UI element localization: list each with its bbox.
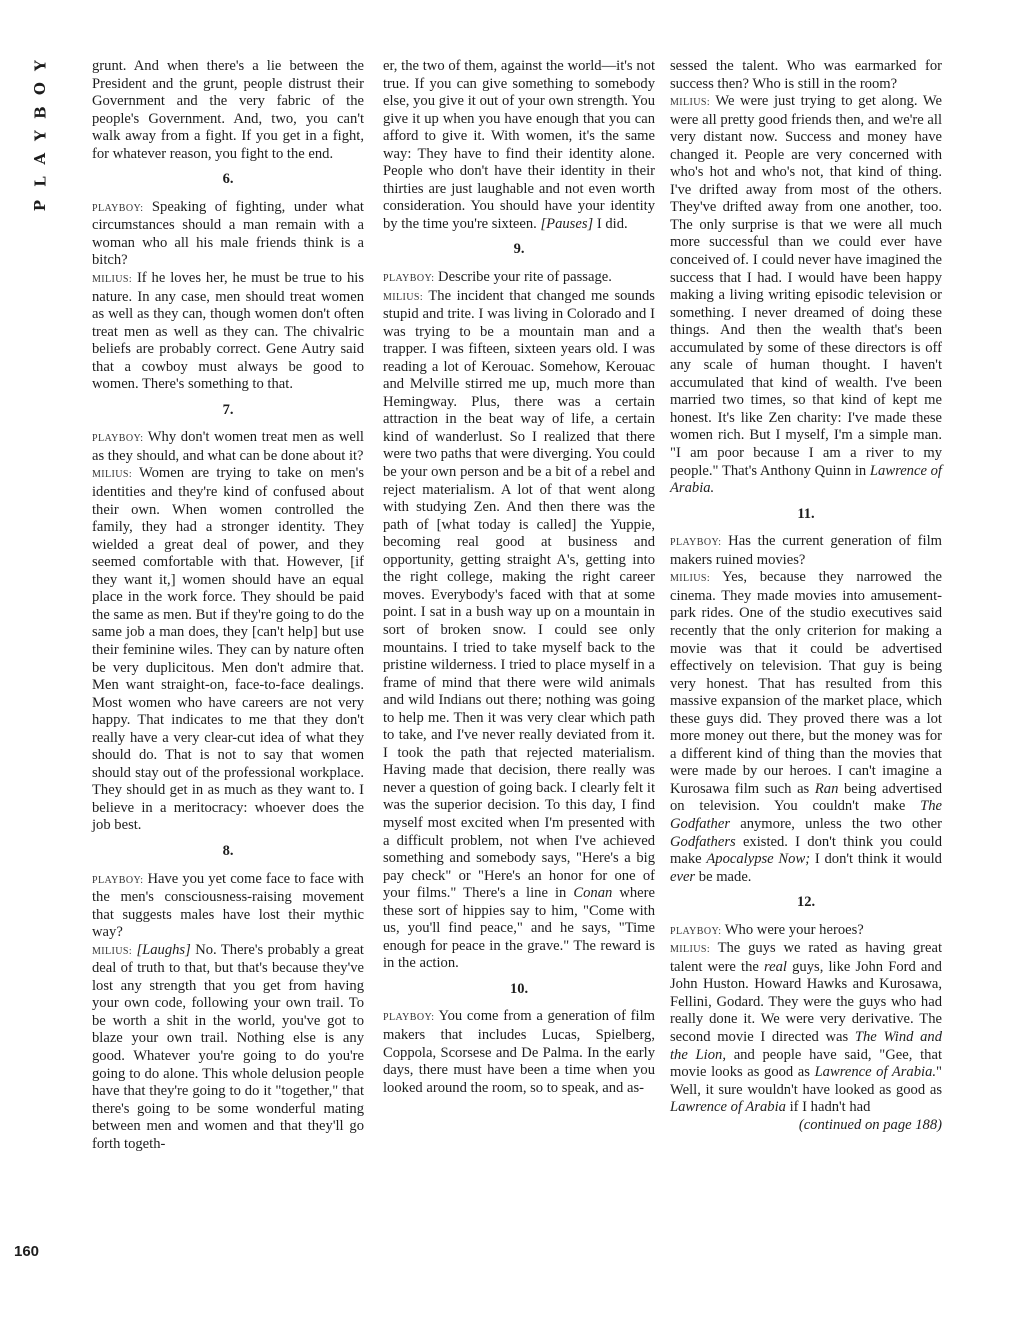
column-1: [92, 58, 364, 1153]
speaker-label: PLAYBOY:: [670, 537, 722, 549]
film-title: The Wind and the Lion,: [670, 1028, 942, 1063]
emphasis: ever: [670, 868, 696, 885]
answer: [92, 465, 364, 834]
question: [670, 533, 942, 569]
film-title: Lawrence of Arabia: [670, 1099, 786, 1116]
question: [92, 429, 364, 465]
answer-text: existed. I don't think you could make: [670, 833, 942, 868]
film-title: Apocalypse Now;: [706, 851, 811, 868]
speaker-label: PLAYBOY:: [92, 433, 144, 445]
answer-text: guys, like John Ford and John Huston. Howard Hawks and Kurosawa, Fellini, Godard. They were the guys who had really done it. We were very derivative. The second movie I directed was: [670, 958, 942, 1045]
speaker-label: PLAYBOY:: [383, 1012, 435, 1024]
film-title: Ran: [814, 780, 839, 797]
column-2: [383, 58, 655, 1097]
answer: [383, 288, 655, 973]
side-logo-letter: A: [31, 152, 50, 165]
question: [92, 871, 364, 942]
emphasis: real: [764, 958, 787, 975]
answer: [670, 569, 942, 886]
answer: [92, 270, 364, 394]
speaker-label: PLAYBOY:: [92, 202, 144, 214]
paragraph: [383, 58, 655, 233]
answer-text: The guys we rated as having great talent were the: [670, 940, 942, 975]
question-number: 9.: [513, 241, 525, 258]
answer-text: The incident that changed me sounds stupid and trite. I was living in Colorado and I was trying to be a mountain man and a trapper. I was fifteen, sixteen years old. I was reading a lot of Kerouac. Somehow, Kerouac and Melville stirred me up, much more than Hemingway. Plus, there was a certain attraction in the beat way of life, a certain kind of wanderlust. So I realized that there were two paths that were diverging. You could be your own person and be a bit of a rebel and reject materialism. A lot of that went along with studying Zen. And then there was the path of [what today is called] the Yuppie, becoming real good at business and opportunity, getting straight A's, getting into the right college, making the right career moves. Everybody's faced with that at some point. I sat in a bush way up on a mountain in sort of broken snow. I could see only mountains. I tried to take myself back to the pristine wilderness. I tried to place myself in a frame of mind that there were wild animals and wild Indians out there; nothing was going to help me. Then it was very clear which path to take, and I've never really deviated from it. I took the path that rejected materialism. Having made that decision, there really was never a question of going back. I clearly felt it was the superior decision. To this day, I find myself most excited when I'm presented with a difficult problem, not when I've achieved something and somebody says, "Here's a big pay check" or "Here's an honor for one of your films." There's a line in: [383, 287, 655, 902]
side-logo-letter: Y: [31, 130, 50, 141]
question: [670, 922, 942, 941]
speaker-label: MILIUS:: [92, 469, 133, 481]
answer: [92, 942, 364, 1154]
question-number: 6.: [222, 171, 234, 188]
question-number: 7.: [222, 401, 234, 418]
question-number: 11.: [797, 505, 815, 522]
answer-text: if I hadn't had: [789, 1099, 871, 1116]
film-title: Godfathers: [670, 833, 736, 850]
stage-direction: [Laughs]: [136, 941, 191, 958]
speaker-label: PLAYBOY:: [670, 925, 722, 937]
question-number: 8.: [222, 842, 234, 859]
film-title: Conan: [573, 885, 613, 902]
answer: [670, 93, 942, 498]
page-number: 160: [14, 1243, 40, 1260]
question: [383, 1008, 655, 1097]
question-text: Speaking of fighting, under what circumstances should a man remain with a woman who all his male friends think is a bitch?: [92, 198, 364, 269]
paragraph: grunt. And when there's a lie between the President and the grunt, people distrust their Government and the very fabric of the people's Government. And, two, you can't walk away from a fight. If you get in a fight, for whatever reason, you fight to the end.: [92, 58, 364, 162]
film-title: Lawrence of Arabia.: [670, 462, 942, 497]
answer-text: anymore, unless the two other: [740, 815, 942, 832]
continued-note: (continued on page 188): [798, 1116, 942, 1133]
question-text: You come from a generation of film makers that includes Lucas, Spielberg, Coppola, Scorsese and De Palma. In the early days, there must have been a time when you looked around the room, so to speak, and as-: [383, 1008, 655, 1096]
speaker-label: MILIUS:: [670, 944, 711, 956]
question-text: Have you yet come face to face with the men's consciousness-raising movement that suggests males have lost their mythic way?: [92, 870, 364, 941]
answer-text: I don't think it would: [814, 851, 942, 868]
speaker-label: MILIUS:: [670, 97, 711, 109]
answer-text: If he loves her, he must be true to his nature. In any case, men should treat women as well as they can, though women don't often treat men as well as they can. The chivalric beliefs are probably correct. Gene Autry said that a cowboy must always be good to women. There's something to that.: [92, 270, 364, 393]
question-text: Why don't women treat men as well as they should, and what can be done about it?: [92, 429, 364, 464]
speaker-label: MILIUS:: [92, 945, 133, 957]
side-logo-letter: O: [31, 82, 50, 96]
side-logo-letter: Y: [31, 60, 50, 71]
answer-text: and people have said, "Gee, that movie looks as good as: [670, 1046, 942, 1081]
question-text: Has the current generation of film makers ruined movies?: [670, 533, 943, 568]
question: [383, 269, 655, 288]
film-title: Lawrence of Arabia.: [814, 1064, 937, 1081]
speaker-label: MILIUS:: [383, 291, 424, 303]
speaker-label: MILIUS:: [92, 274, 133, 286]
answer: [670, 940, 942, 1116]
answer-text: We were just trying to get along. We were all pretty good friends then, and we're all very distant now. Success and money have changed it. People are very concerned with who's hot and who's not, that kind of thing. I've drifted away from most of the others. They've drifted away from one another, too. The only surprise is that we were all much more successful than we could ever have conceived of. I could never have imagined the success that I had. I would have been happy making a living writing episodic television or something. I never dreamed of doing these things. And then the wealth that's been accumulated by some of these directors is off any scale of human thought. I haven't accumulated that kind of wealth. I've been married two times, so that kind of kept me honest. It's like Zen charity: I've made these women rich. But I myself, I'm a simple man. "I am poor because I am a river to my people." That's Anthony Quinn in: [670, 93, 942, 479]
answer-text: er, the two of them, against the world—it's not true. If you can give something to somebody else, you give it out of your own strength. You give it up when you have enough that you can afford to give it. With women, it's the same way: They have to find their identity alone. People who don't have their identity in their thirties are just laughable and not even worth consideration. You should have your identity by the time you're sixteen.: [383, 58, 655, 232]
column-3: [670, 58, 942, 1134]
question: [92, 199, 364, 270]
side-logo-letter: L: [31, 176, 50, 188]
side-logo-letter: P: [31, 199, 50, 211]
answer-text: No. There's probably a great deal of truth to that, but that's because they've lost any strength that you get from having your own code, following your own trail. To be worth a shit in the world, you've got to blaze your own trail. Nothing else is any good. Whatever you're going to do you're going to do alone. This whole delusion people have that they're going to do it "together," that there's going to be some wonderful mating between men and women and that they'll go forth togeth-: [92, 941, 364, 1152]
answer-text: Yes, because they narrowed the cinema. They made movies into amusement-park rides. One of the studio executives said recently that the only criterion for making a movie was that it could be advertised effectively on television. That guy is being very honest. That has resulted from this massive expansion of the market place, which these guys did. They proved there was a lot more money out there, but the money was for a different kind of thing than the movies that were made by our heroes. I can't imagine a Kurosawa film such as: [670, 569, 943, 797]
question-text: Describe your rite of passage.: [438, 269, 612, 286]
answer-text: be made.: [698, 868, 752, 885]
speaker-label: MILIUS:: [670, 573, 711, 585]
answer-text: Women are trying to take on men's identities and they're kind of confused about their own. When women controlled the family, they had a stronger identity. They wielded a great deal of power, and they seemed comfortable with that. However, [if they want it,] women should have an equal place in the work force. They should be paid the same as men. But if they're going to do the same job a man does, they [can't help] but use their feminine wiles. They can by nature often be very duplicitous. Men don't admire that. Men want straight-on, face-to-face dealings. Most women who have careers are not very happy. That indicates to me that they don't really have a very clear-cut idea of what they should do. That is not to say that women should stay out of the professional workplace. They should get in as much as they want to. I believe in a meritocracy: whoever does the job best.: [92, 465, 364, 834]
speaker-label: PLAYBOY:: [92, 874, 144, 886]
question-number: 12.: [796, 894, 816, 911]
answer-text: " Well, it sure wouldn't have looked as good as: [670, 1064, 942, 1098]
answer-text: where these sort of hippies say to him, "Come with us, you'll find peace," and he says, "Time enough for peace in the grave." The reward is in the action.: [383, 885, 655, 972]
film-title: The Godfather: [670, 798, 942, 832]
answer-text: being advertised on television. You couldn't make: [670, 780, 943, 815]
stage-direction: [Pauses]: [540, 215, 594, 232]
answer-text: I did.: [596, 215, 628, 232]
paragraph: sessed the talent. Who was earmarked for success then? Who is still in the room?: [670, 58, 942, 92]
question-text: Who were your heroes?: [724, 921, 864, 938]
side-logo: [26, 54, 56, 217]
speaker-label: PLAYBOY:: [383, 273, 435, 285]
question-number: 10.: [509, 980, 529, 997]
side-logo-letter: B: [31, 105, 50, 119]
